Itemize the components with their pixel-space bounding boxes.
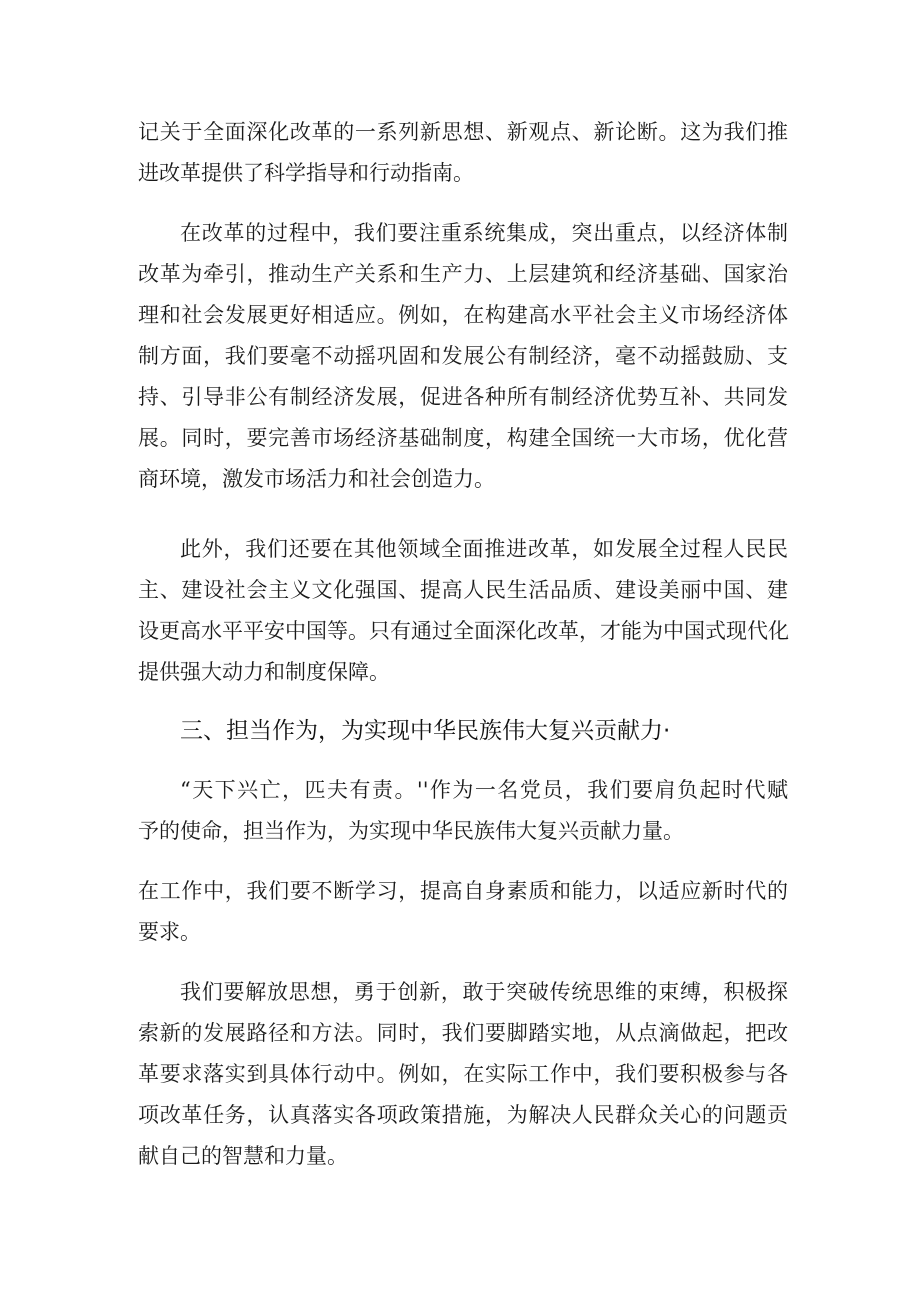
- paragraph-line: 商环境，激发市场活力和社会创造力。: [138, 467, 495, 491]
- paragraph-line: 我们要解放思想，勇于创新，敢于突破传统思维的束缚，积极探: [180, 980, 788, 1004]
- paragraph-line: 在改革的过程中，我们要注重系统集成，突出重点，以经济体制: [180, 221, 788, 245]
- section-heading: 三、担当作为，为实现中华民族伟大复兴贡献力·: [180, 718, 671, 744]
- paragraph-line: 在工作中，我们要不断学习，提高自身素质和能力，以适应新时代的: [138, 879, 788, 903]
- paragraph-line: 革要求落实到具体行动中。例如，在实际工作中，我们要积极参与各: [138, 1062, 788, 1086]
- paragraph-line: 献自己的智慧和力量。: [138, 1144, 348, 1168]
- paragraph-line: 记关于全面深化改革的一系列新思想、新观点、新论断。这为我们推: [138, 120, 788, 144]
- paragraph-line: 予的使命，担当作为，为实现中华民族伟大复兴贡献力量。: [138, 819, 684, 843]
- paragraph-line: 制方面，我们要毫不动摇巩固和发展公有制经济，毫不动摇鼓励、支: [138, 344, 788, 368]
- paragraph-line: 此外，我们还要在其他领域全面推进改革，如发展全过程人民民: [180, 537, 788, 561]
- paragraph-line: 提供强大动力和制度保障。: [138, 660, 390, 684]
- paragraph-line: “天下兴亡，匹夫有责。''作为一名党员，我们要肩负起时代赋: [180, 778, 788, 802]
- paragraph-line: 索新的发展路径和方法。同时，我们要脚踏实地，从点滴做起，把改: [138, 1021, 788, 1045]
- paragraph-line: 持、引导非公有制经济发展，促进各种所有制经济优势互补、共同发: [138, 385, 788, 409]
- paragraph-line: 项改革任务，认真落实各项政策措施，为解决人民群众关心的问题贡: [138, 1103, 788, 1127]
- paragraph-line: 要求。: [138, 920, 201, 944]
- paragraph-line: 展。同时，要完善市场经济基础制度，构建全国统一大市场，优化营: [138, 426, 788, 450]
- paragraph-line: 主、建设社会主义文化强国、提高人民生活品质、建设美丽中国、建: [138, 578, 788, 602]
- paragraph-line: 改革为牵引，推动生产关系和生产力、上层建筑和经济基础、国家治: [138, 262, 788, 286]
- paragraph-line: 理和社会发展更好相适应。例如，在构建高水平社会主义市场经济体: [138, 303, 788, 327]
- paragraph-line: 进改革提供了科学指导和行动指南。: [138, 161, 474, 185]
- paragraph-line: 设更高水平平安中国等。只有通过全面深化改革，才能为中国式现代化: [138, 619, 789, 643]
